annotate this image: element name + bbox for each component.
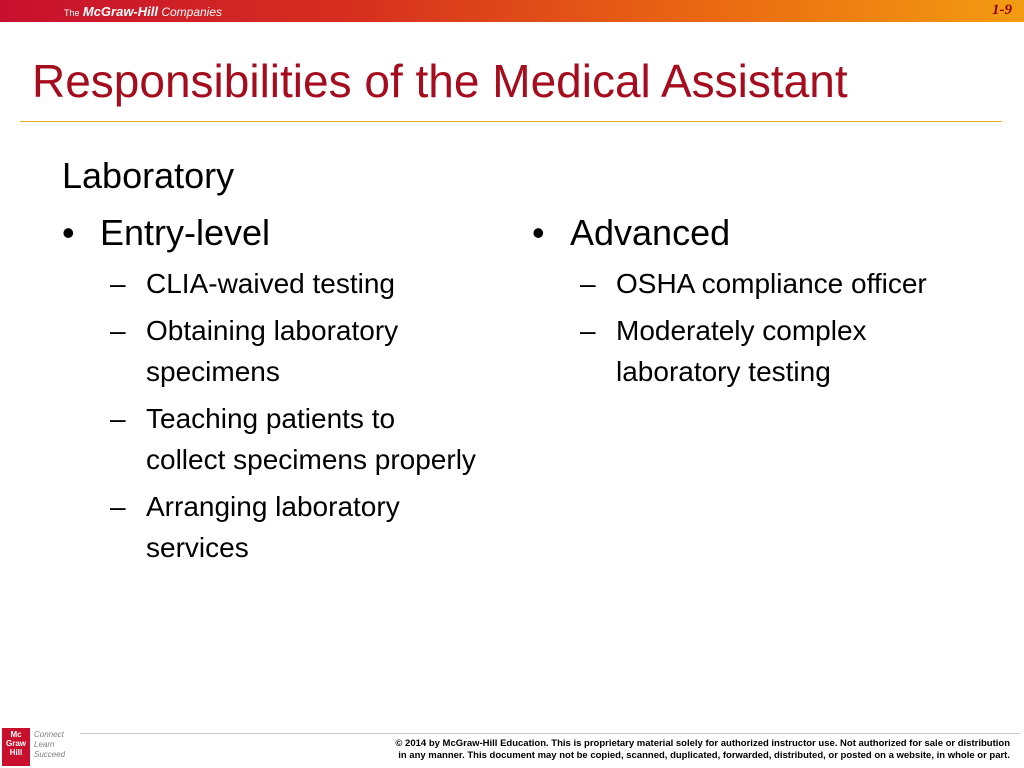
logo-text: Hill — [9, 748, 23, 757]
title-divider — [20, 121, 1002, 122]
dash-marker: – — [110, 268, 126, 300]
sub-item — [532, 263, 952, 304]
bullet-item — [532, 212, 952, 253]
bullet-dot: • — [62, 212, 75, 253]
header-bar — [0, 0, 1024, 22]
sub-item-text: Teaching patients to collect specimens properly — [146, 403, 476, 476]
sub-item — [62, 398, 482, 480]
logo-tagline — [34, 730, 78, 760]
logo-text: Graw — [5, 739, 26, 748]
sub-item — [62, 486, 482, 568]
sub-item-text: Obtaining laboratory specimens — [146, 315, 399, 388]
brand-suffix: Companies — [161, 5, 223, 19]
sub-item-text: Moderately complex laboratory testing — [616, 315, 867, 388]
mcgraw-hill-logo — [2, 728, 30, 766]
publisher-brand — [64, 4, 222, 19]
sub-item-text: CLIA-waived testing — [146, 268, 396, 300]
brand-name: McGraw-Hill — [82, 4, 158, 19]
copyright-line: © 2014 by McGraw-Hill Education. This is proprietary material solely for authorized instructor use. Not authorized for sale or distribution — [395, 738, 1010, 749]
dash-marker: – — [110, 403, 126, 435]
sub-list — [62, 263, 482, 568]
dash-marker: – — [580, 268, 596, 300]
sub-item-text: Arranging laboratory services — [146, 491, 400, 564]
left-column — [62, 212, 482, 574]
dash-marker: – — [110, 491, 126, 523]
bullet-dot: • — [532, 212, 545, 253]
dash-marker: – — [110, 315, 126, 347]
footer-divider — [80, 733, 1020, 734]
bullet-text: Entry-level — [100, 212, 271, 253]
dash-marker: – — [580, 315, 596, 347]
tagline-word: Connect — [34, 730, 64, 739]
sub-item — [62, 263, 482, 304]
tagline-word: Learn — [34, 740, 55, 749]
bullet-item — [62, 212, 482, 253]
copyright-notice — [310, 738, 1010, 762]
sub-item-text: OSHA compliance officer — [616, 268, 927, 300]
slide-title: Responsibilities of the Medical Assistant — [32, 55, 848, 107]
section-heading: Laboratory — [62, 155, 235, 196]
tagline-word: Succeed — [34, 750, 66, 759]
copyright-line: in any manner. This document may not be copied, scanned, duplicated, forwarded, distributed, or posted on a website, in whole or part. — [398, 750, 1010, 761]
sub-item — [62, 310, 482, 392]
slide-number: 1-9 — [992, 2, 1012, 18]
right-column — [532, 212, 952, 398]
sub-list — [532, 263, 952, 392]
sub-item — [532, 310, 952, 392]
brand-prefix: The — [64, 8, 80, 18]
bullet-text: Advanced — [570, 212, 731, 253]
logo-text: Mc — [10, 730, 22, 739]
